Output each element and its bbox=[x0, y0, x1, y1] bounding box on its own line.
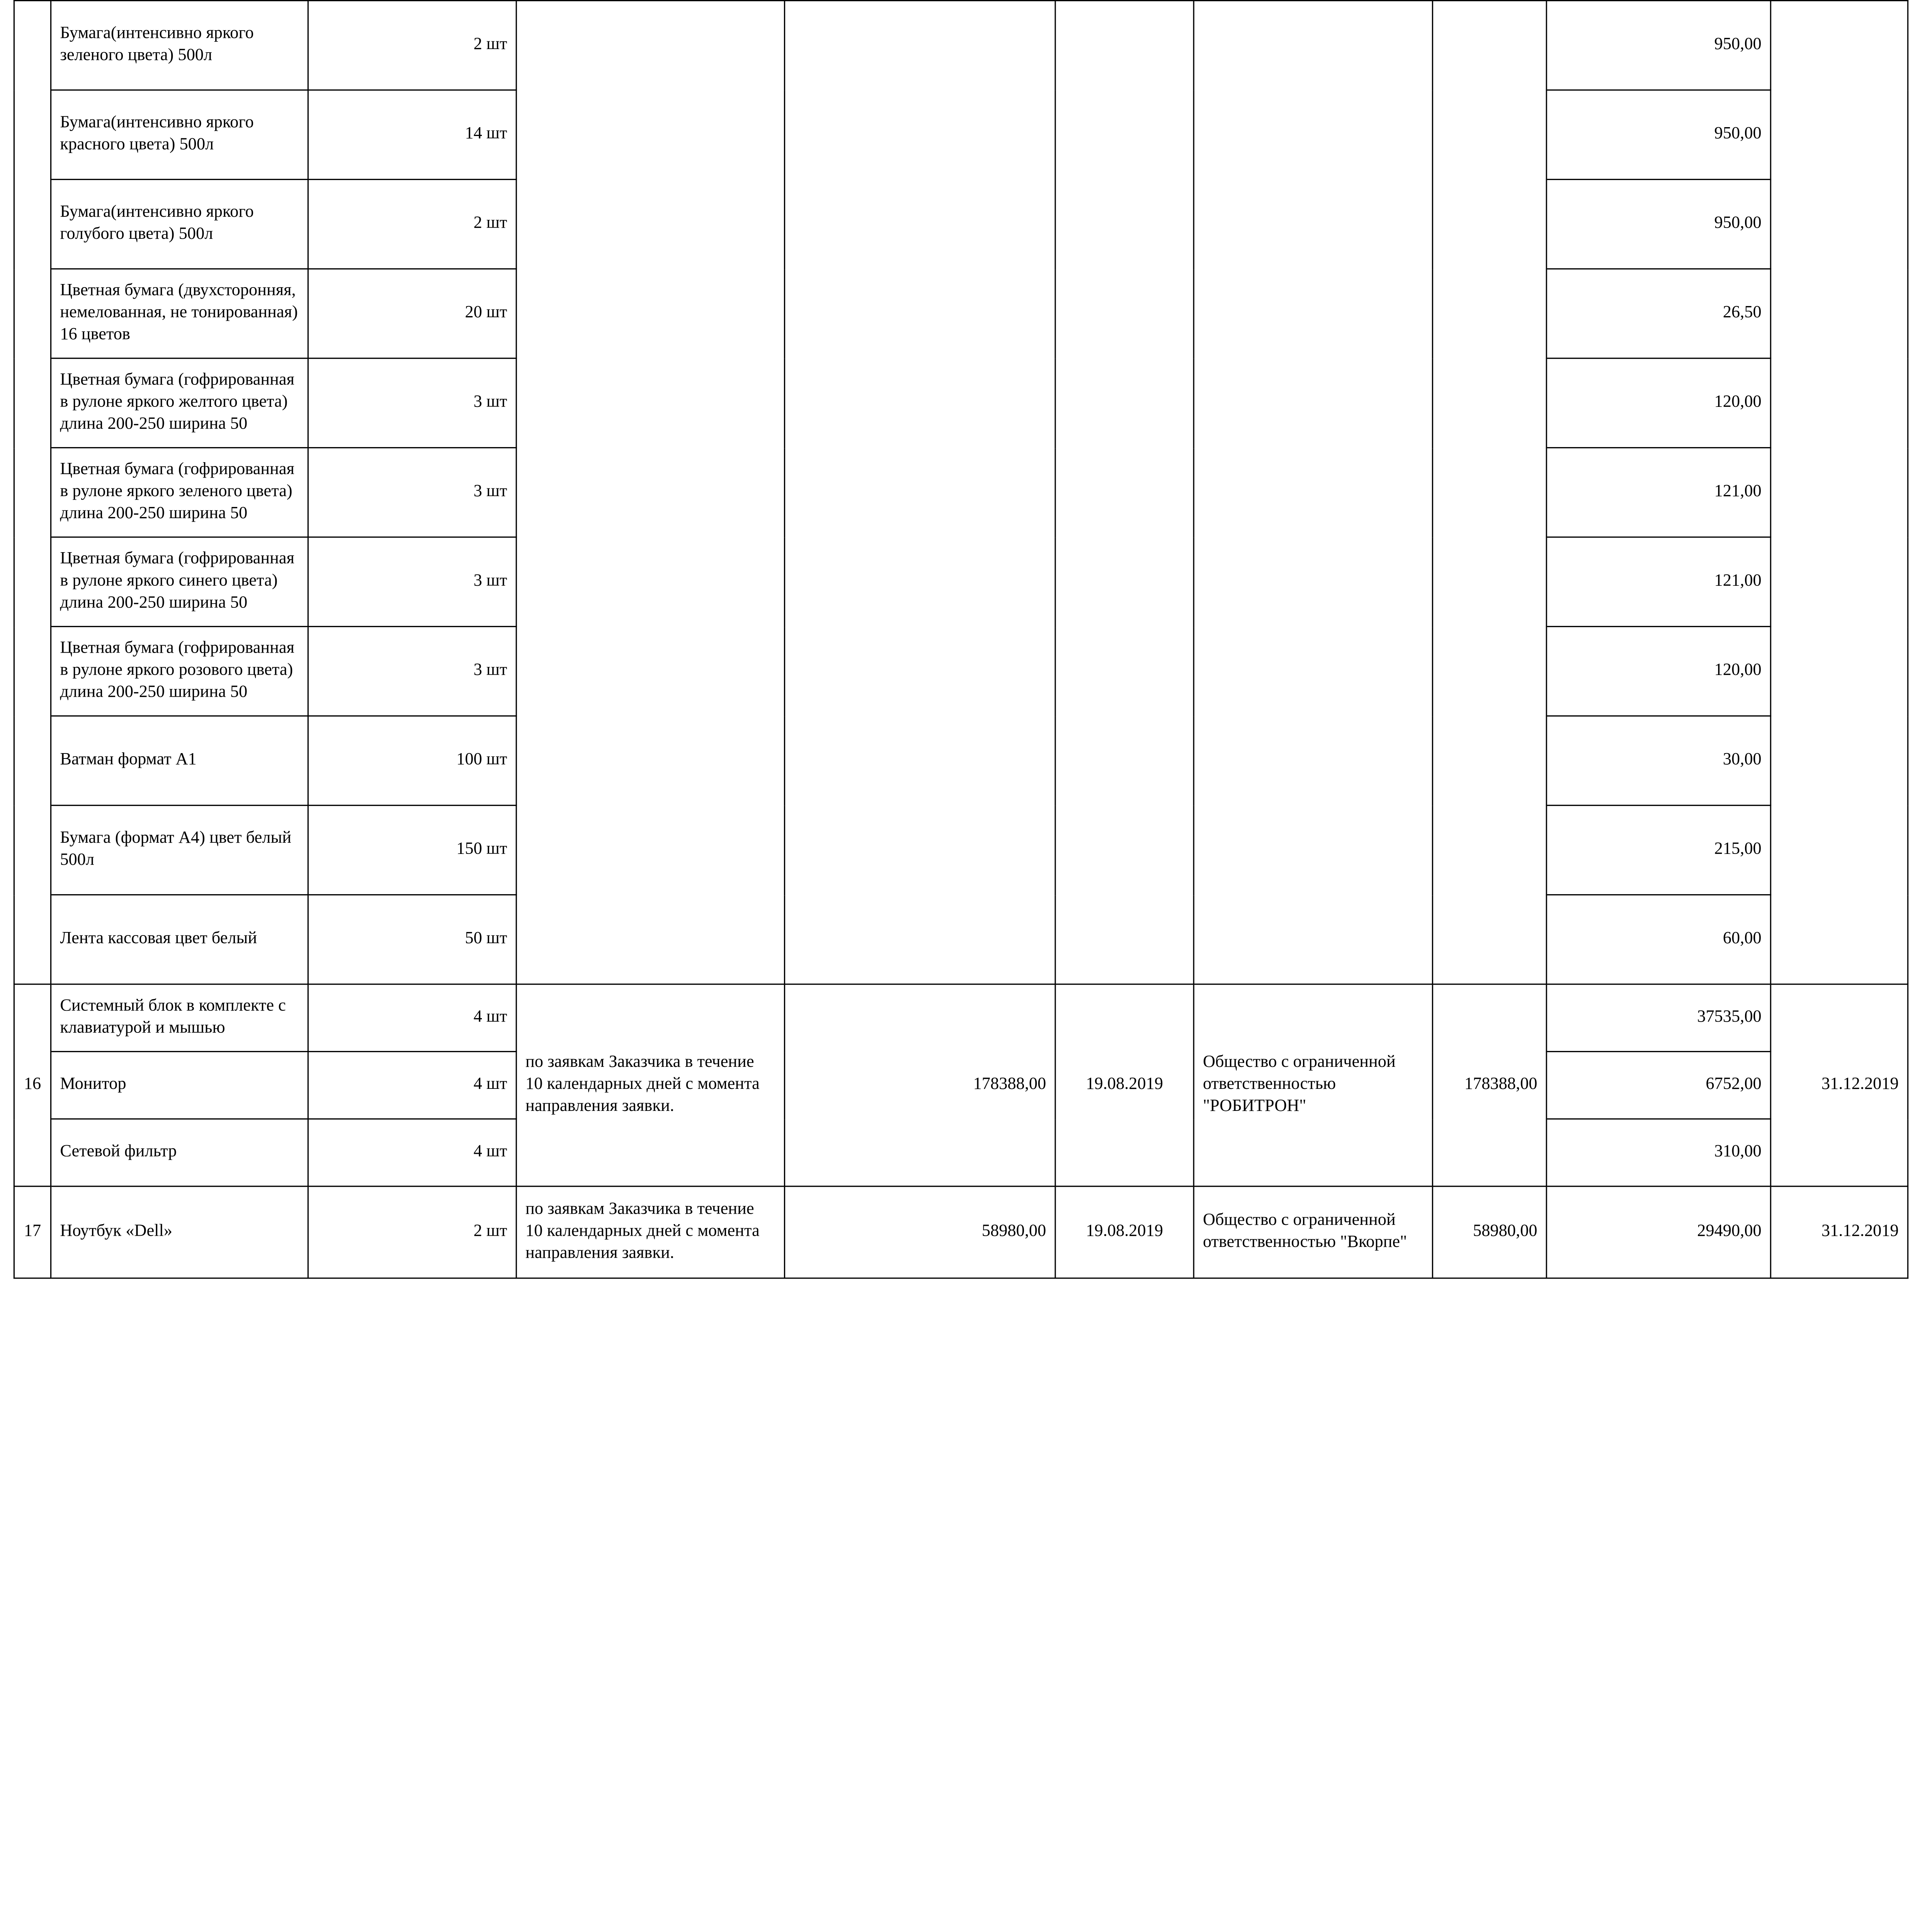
item-price: 29490,00 bbox=[1546, 1186, 1771, 1278]
item-price: 120,00 bbox=[1546, 626, 1771, 716]
organization-name: Общество с ограниченной ответственностью "РОБИТРОН" bbox=[1194, 984, 1432, 1186]
sum-value: 58980,00 bbox=[784, 1186, 1055, 1278]
item-name: Цветная бумага (гофрированная в рулоне яркого синего цвета) длина 200-250 ширина 50 bbox=[51, 537, 308, 626]
end-date-cell bbox=[1771, 1, 1908, 985]
item-quantity: 150 шт bbox=[308, 805, 516, 895]
contract-sum: 178388,00 bbox=[1432, 984, 1546, 1186]
item-name: Цветная бумага (двухсторонняя, немелованная, не тонированная) 16 цветов bbox=[51, 269, 308, 358]
item-name: Сетевой фильтр bbox=[51, 1119, 308, 1186]
delivery-terms-cell bbox=[516, 1, 784, 985]
item-quantity: 3 шт bbox=[308, 358, 516, 447]
item-quantity: 2 шт bbox=[308, 179, 516, 269]
item-quantity: 50 шт bbox=[308, 895, 516, 984]
item-quantity: 2 шт bbox=[308, 1, 516, 90]
item-name: Лента кассовая цвет белый bbox=[51, 895, 308, 984]
item-quantity: 4 шт bbox=[308, 1119, 516, 1186]
item-name: Цветная бумага (гофрированная в рулоне яркого зеленого цвета) длина 200-250 ширина 50 bbox=[51, 448, 308, 537]
item-price: 950,00 bbox=[1546, 90, 1771, 179]
item-name: Бумага(интенсивно яркого красного цвета) 500л bbox=[51, 90, 308, 179]
item-price: 310,00 bbox=[1546, 1119, 1771, 1186]
date-cell bbox=[1055, 1, 1194, 985]
table-row bbox=[14, 1186, 1908, 1278]
end-date: 31.12.2019 bbox=[1771, 1186, 1908, 1278]
date-value: 19.08.2019 bbox=[1055, 984, 1194, 1186]
item-price: 215,00 bbox=[1546, 805, 1771, 895]
date-value: 19.08.2019 bbox=[1055, 1186, 1194, 1278]
item-name: Монитор bbox=[51, 1051, 308, 1119]
item-quantity: 3 шт bbox=[308, 448, 516, 537]
item-name: Бумага(интенсивно яркого голубого цвета) 500л bbox=[51, 179, 308, 269]
row-number: 17 bbox=[14, 1186, 51, 1278]
item-name: Ноутбук «Dell» bbox=[51, 1186, 308, 1278]
item-name: Системный блок в комплекте с клавиатурой и мышью bbox=[51, 984, 308, 1051]
item-price: 121,00 bbox=[1546, 537, 1771, 626]
delivery-terms: по заявкам Заказчика в течение 10 календарных дней с момента направления заявки. bbox=[516, 1186, 784, 1278]
item-quantity: 14 шт bbox=[308, 90, 516, 179]
item-quantity: 4 шт bbox=[308, 984, 516, 1051]
contract-sum-cell bbox=[1432, 1, 1546, 985]
item-quantity: 3 шт bbox=[308, 537, 516, 626]
table-row bbox=[14, 984, 1908, 1051]
item-price: 60,00 bbox=[1546, 895, 1771, 984]
organization-cell bbox=[1194, 1, 1432, 985]
sum-value: 178388,00 bbox=[784, 984, 1055, 1186]
delivery-terms: по заявкам Заказчика в течение 10 календарных дней с момента направления заявки. bbox=[516, 984, 784, 1186]
item-price: 37535,00 bbox=[1546, 984, 1771, 1051]
item-price: 121,00 bbox=[1546, 448, 1771, 537]
item-price: 120,00 bbox=[1546, 358, 1771, 447]
item-price: 26,50 bbox=[1546, 269, 1771, 358]
contract-sum: 58980,00 bbox=[1432, 1186, 1546, 1278]
item-name: Цветная бумага (гофрированная в рулоне яркого желтого цвета) длина 200-250 ширина 50 bbox=[51, 358, 308, 447]
item-quantity: 2 шт bbox=[308, 1186, 516, 1278]
row-number-cell bbox=[14, 1, 51, 985]
item-quantity: 20 шт bbox=[308, 269, 516, 358]
item-price: 950,00 bbox=[1546, 1, 1771, 90]
row-number: 16 bbox=[14, 984, 51, 1186]
item-name: Ватман формат А1 bbox=[51, 716, 308, 805]
sum-cell bbox=[784, 1, 1055, 985]
item-name: Бумага(интенсивно яркого зеленого цвета) 500л bbox=[51, 1, 308, 90]
table-row bbox=[14, 1, 1908, 90]
item-price: 6752,00 bbox=[1546, 1051, 1771, 1119]
item-name: Цветная бумага (гофрированная в рулоне яркого розового цвета) длина 200-250 ширина 50 bbox=[51, 626, 308, 716]
item-quantity: 4 шт bbox=[308, 1051, 516, 1119]
end-date: 31.12.2019 bbox=[1771, 984, 1908, 1186]
item-quantity: 100 шт bbox=[308, 716, 516, 805]
organization-name: Общество с ограниченной ответственностью "Вкорпе" bbox=[1194, 1186, 1432, 1278]
item-price: 30,00 bbox=[1546, 716, 1771, 805]
procurement-table bbox=[14, 0, 1908, 1279]
item-price: 950,00 bbox=[1546, 179, 1771, 269]
item-name: Бумага (формат А4) цвет белый 500л bbox=[51, 805, 308, 895]
item-quantity: 3 шт bbox=[308, 626, 516, 716]
